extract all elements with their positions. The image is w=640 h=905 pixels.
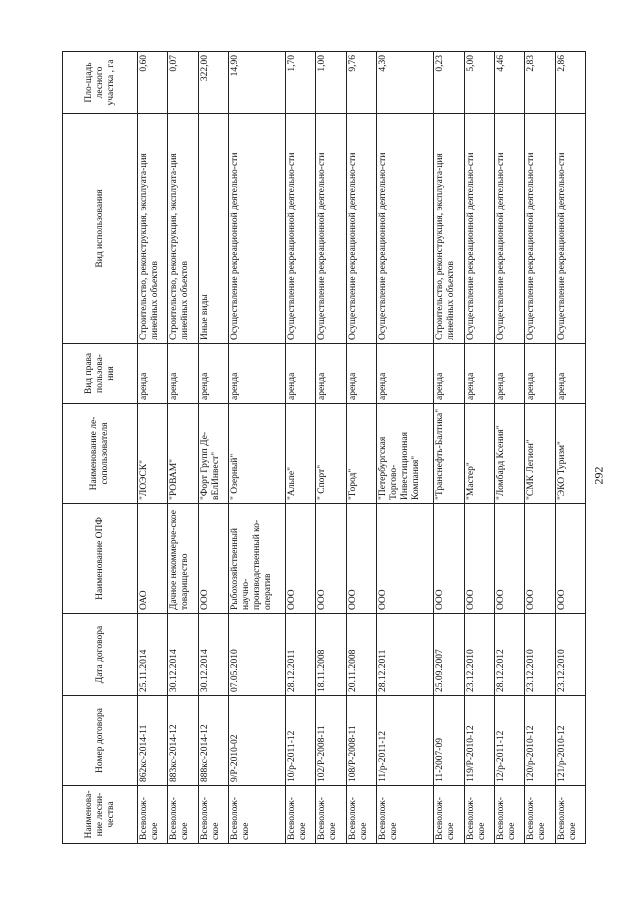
table-row [525,52,555,844]
table-row [286,52,316,844]
cell-forestry: Всеволож-ское [464,786,494,844]
cell-use-type: Иные виды [198,114,228,344]
cell-forestry: Всеволож-ское [494,786,524,844]
cell-legal-form: ООО [555,504,585,614]
cell-contract-number: 11-2007-09 [434,696,464,786]
cell-right-type: аренда [198,344,228,404]
cell-contract-date: 30.12.2014 [168,614,198,696]
cell-legal-form: ООО [198,504,228,614]
cell-legal-form: ООО [464,504,494,614]
lease-table [62,51,586,844]
cell-area: 322,00 [198,52,228,114]
cell-right-type: аренда [316,344,346,404]
table-row [434,52,464,844]
table-row [198,52,228,844]
header-contract-date: Дата договора [63,614,138,696]
cell-forestry: Всеволож-ское [229,786,286,844]
cell-right-type: аренда [555,344,585,404]
cell-forestry: Всеволож-ское [316,786,346,844]
header-use-type: Вид использования [63,114,138,344]
cell-area: 0,23 [434,52,464,114]
cell-use-type: Осуществление рекреационной деятельно-сти [525,114,555,344]
rotated-page [62,52,586,844]
cell-contract-date: 28.12.2011 [377,614,434,696]
cell-legal-form: ООО [377,504,434,614]
table-header-row [63,52,138,844]
cell-user-name: "Альпе" [286,404,316,504]
cell-contract-date: 07.05.2010 [229,614,286,696]
cell-forestry: Всеволож-ское [286,786,316,844]
cell-contract-number: 102/Р-2008-11 [316,696,346,786]
cell-area: 2,86 [555,52,585,114]
cell-contract-date: 20.11.2008 [346,614,376,696]
cell-user-name: "Мастер" [464,404,494,504]
cell-area: 1,00 [316,52,346,114]
table-row [494,52,524,844]
cell-use-type: Осуществление рекреационной деятельно-сти [377,114,434,344]
header-contract-number: Номер договора [63,696,138,786]
table-row [555,52,585,844]
cell-use-type: Осуществление рекреационной деятельно-сти [286,114,316,344]
cell-forestry: Всеволож-ское [434,786,464,844]
cell-legal-form: ООО [525,504,555,614]
cell-use-type: Строительство, реконструкция, эксплуата-ция линейных объектов [168,114,198,344]
cell-contract-date: 23.12.2010 [555,614,585,696]
cell-area: 5,00 [464,52,494,114]
table-row [464,52,494,844]
cell-area: 0,07 [168,52,198,114]
cell-use-type: Осуществление рекреационной деятельно-сти [316,114,346,344]
cell-user-name: "СМК Легион" [525,404,555,504]
cell-forestry: Всеволож-ское [377,786,434,844]
cell-use-type: Строительство, реконструкция, эксплуата-ция линейных объектов [138,114,168,344]
table-row [229,52,286,844]
cell-user-name: " Спорт" [316,404,346,504]
cell-right-type: аренда [494,344,524,404]
cell-contract-date: 30.12.2014 [198,614,228,696]
cell-contract-number: 10/р-2011-12 [286,696,316,786]
cell-user-name: "Форт Групп Де-вЕлИнвест" [198,404,228,504]
cell-legal-form: ОАО [138,504,168,614]
cell-contract-date: 23.12.2010 [464,614,494,696]
cell-contract-date: 25.09.2007 [434,614,464,696]
cell-right-type: аренда [434,344,464,404]
header-right-type: Вид права пользова-ния [63,344,138,404]
cell-contract-date: 28.12.2012 [494,614,524,696]
cell-contract-number: 119/Р-2010-12 [464,696,494,786]
cell-user-name: "Город" [346,404,376,504]
header-legal-form: Наименование ОПФ [63,504,138,614]
cell-right-type: аренда [377,344,434,404]
cell-area: 0,60 [138,52,168,114]
table-row [168,52,198,844]
cell-contract-date: 28.12.2011 [286,614,316,696]
cell-forestry: Всеволож-ское [346,786,376,844]
cell-use-type: Строительство, реконструкция, эксплуата-ция линейных объектов [434,114,464,344]
cell-use-type: Осуществление рекреационной деятельно-сти [346,114,376,344]
cell-forestry: Всеволож-ское [138,786,168,844]
cell-contract-number: 883кс-2014-12 [168,696,198,786]
cell-contract-number: 9/Р-2010-02 [229,696,286,786]
cell-legal-form: Рыбохозяйственный научно-производственный ко-оператив [229,504,286,614]
cell-forestry: Всеволож-ское [168,786,198,844]
cell-right-type: аренда [464,344,494,404]
cell-contract-number: 888кс-2014-12 [198,696,228,786]
cell-right-type: аренда [286,344,316,404]
cell-user-name: "ЭКО Туризм" [555,404,585,504]
cell-contract-number: 12/р-2011-12 [494,696,524,786]
cell-right-type: аренда [525,344,555,404]
cell-use-type: Осуществление рекреационной деятельно-сти [555,114,585,344]
header-user-name: Наименование ле-сопользователя [63,404,138,504]
cell-area: 14,90 [229,52,286,114]
cell-contract-date: 25.11.2014 [138,614,168,696]
cell-user-name: "РОВАМ" [168,404,198,504]
cell-legal-form: ООО [316,504,346,614]
cell-area: 2,83 [525,52,555,114]
cell-area: 9,76 [346,52,376,114]
cell-user-name: "ЛОЭСК" [138,404,168,504]
cell-user-name: "Ломбард Ксения" [494,404,524,504]
cell-contract-number: 121/р-2010-12 [555,696,585,786]
cell-legal-form: ООО [286,504,316,614]
cell-right-type: аренда [346,344,376,404]
cell-right-type: аренда [229,344,286,404]
table-row [377,52,434,844]
cell-right-type: аренда [138,344,168,404]
cell-use-type: Осуществление рекреационной деятельно-сти [464,114,494,344]
table-row [346,52,376,844]
cell-contract-number: 862кс-2014-11 [138,696,168,786]
cell-contract-date: 23.12.2010 [525,614,555,696]
cell-right-type: аренда [168,344,198,404]
cell-contract-number: 11/р-2011-12 [377,696,434,786]
cell-user-name: " Озерный" [229,404,286,504]
cell-legal-form: ООО [434,504,464,614]
table-row [138,52,168,844]
cell-area: 4,30 [377,52,434,114]
cell-area: 1,70 [286,52,316,114]
header-forestry: Наименова-ние лесни-чества [63,786,138,844]
cell-area: 4,46 [494,52,524,114]
header-area: Пло-щадь лесного участка , га [63,52,138,114]
cell-legal-form: Дачное некоммерче-ское товарищество [168,504,198,614]
cell-user-name: "Петербургская Торгово-Инвестиционная Компания" [377,404,434,504]
cell-legal-form: ООО [346,504,376,614]
cell-use-type: Осуществление рекреационной деятельно-сти [229,114,286,344]
cell-forestry: Всеволож-ское [525,786,555,844]
cell-use-type: Осуществление рекреационной деятельно-сти [494,114,524,344]
cell-contract-date: 18.11.2008 [316,614,346,696]
page-number: 292 [591,466,606,485]
cell-user-name: "Транснефть-Балтика" [434,404,464,504]
table-row [316,52,346,844]
cell-legal-form: ООО [494,504,524,614]
cell-contract-number: 108/Р-2008-11 [346,696,376,786]
cell-forestry: Всеволож-ское [198,786,228,844]
cell-forestry: Всеволож-ское [555,786,585,844]
cell-contract-number: 120/р-2010-12 [525,696,555,786]
